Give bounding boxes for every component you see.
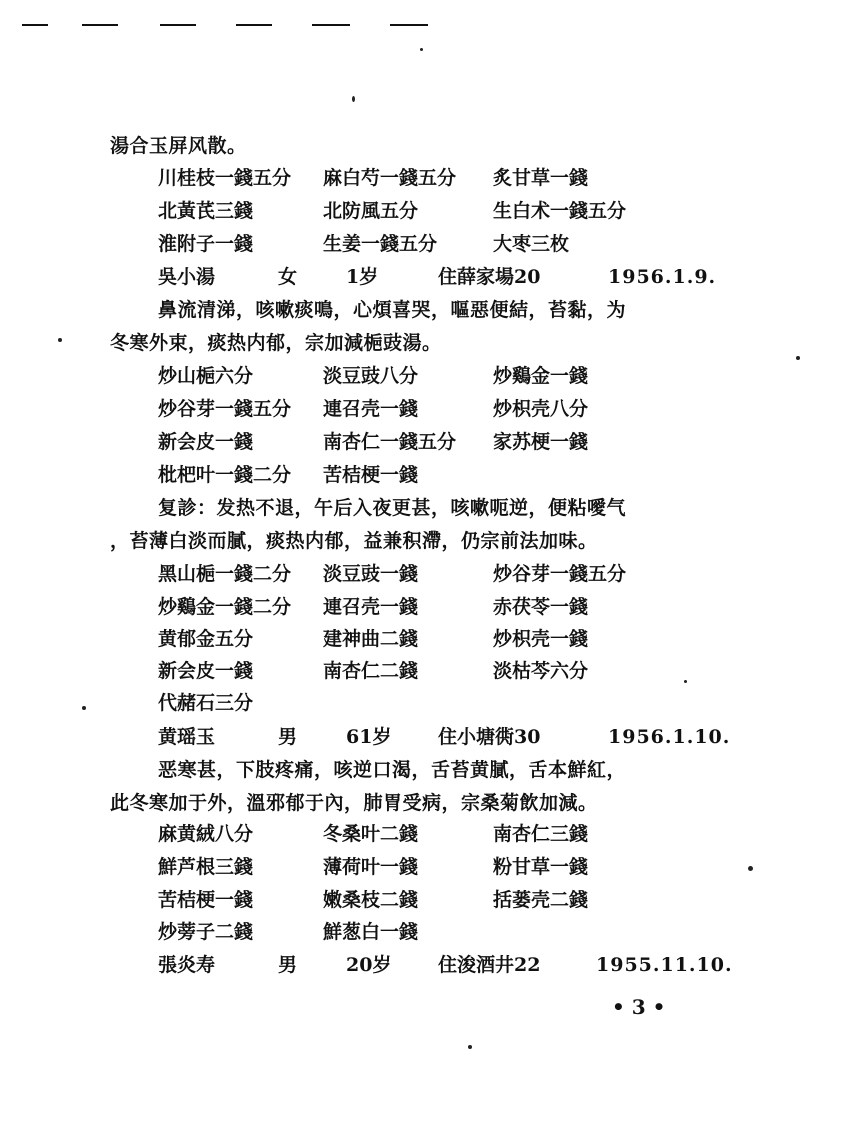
scan-speck [748,866,753,871]
visit-date: 1956.1.9. [608,266,717,288]
scan-speck [684,680,687,683]
revisit-note: ，苔薄白淡而膩，痰热内郁，益兼积滯，仍宗前法加味。 [110,530,598,552]
herb-item: 大枣三枚 [493,233,570,255]
prescription-row [158,822,718,846]
prescription-row [158,691,718,715]
herb-item: 苦桔梗一錢 [323,464,419,486]
case-description: 此冬寒加于外，溫邪郁于內，肺胃受病，宗桑菊飲加減。 [110,792,598,814]
case-header [158,265,738,289]
herb-item: 家苏梗一錢 [493,431,589,453]
herb-item: 炒蒡子二錢 [158,921,254,943]
prescription-row [158,562,718,586]
herb-item: 冬桑叶二錢 [323,823,419,845]
header-dash-rule [312,24,350,26]
case-description: 鼻流清涕，咳嗽痰鳴，心煩喜哭，嘔惡便結，苔黏，为 [158,299,627,321]
header-dash-rule [160,24,196,26]
patient-address: 住小塘衖30 [438,726,541,748]
herb-item: 枇杷叶一錢二分 [158,464,292,486]
patient-age: 1岁 [346,266,379,288]
case-header [158,953,738,977]
herb-item: 淮附子一錢 [158,233,254,255]
herb-item: 炒枳壳八分 [493,398,589,420]
herb-item: 連召壳一錢 [323,596,419,618]
herb-item: 南杏仁三錢 [493,823,589,845]
prescription-row [158,166,718,190]
herb-item: 北防風五分 [323,200,419,222]
herb-item: 赤茯苓一錢 [493,596,589,618]
herb-item: 苦桔梗一錢 [158,889,254,911]
herb-item: 黄郁金五分 [158,628,254,650]
herb-item: 代赭石三分 [158,692,254,714]
intro-line: 湯合玉屏风散。 [110,135,247,157]
prescription-row [158,199,718,223]
scan-speck [468,1045,472,1049]
herb-item: 炒谷芽一錢五分 [158,398,292,420]
prescription-row [158,364,718,388]
herb-item: 南杏仁二錢 [323,660,419,682]
prescription-row [158,463,718,487]
patient-address: 住薛家場20 [438,266,541,288]
herb-item: 炒谷芽一錢五分 [493,563,627,585]
prescription-row [158,232,718,256]
header-dash-rule [22,24,48,26]
scan-speck [796,356,800,360]
case-description: 恶寒甚，下肢疼痛，咳逆口渴，舌苔黄膩，舌本鮮紅， [158,759,627,781]
herb-item: 鮮葱白一錢 [323,921,419,943]
herb-item: 北黃芪三錢 [158,200,254,222]
herb-item: 黑山梔一錢二分 [158,563,292,585]
herb-item: 生白术一錢五分 [493,200,627,222]
patient-age: 20岁 [346,954,392,976]
page-number: • 3 • [612,995,666,1019]
patient-sex: 女 [278,266,298,288]
herb-item: 炒枳壳一錢 [493,628,589,650]
herb-item: 生姜一錢五分 [323,233,438,255]
prescription-row [158,627,718,651]
patient-address: 住浚酒井22 [438,954,541,976]
herb-item: 粉甘草一錢 [493,856,589,878]
prescription-row [158,659,718,683]
herb-item: 麻白芍一錢五分 [323,167,457,189]
herb-item: 南杏仁一錢五分 [323,431,457,453]
header-dash-rule [236,24,272,26]
header-dash-rule [82,24,118,26]
herb-item: 連召壳一錢 [323,398,419,420]
herb-item: 炒鷄金一錢 [493,365,589,387]
herb-item: 建神曲二錢 [323,628,419,650]
scan-speck [352,96,355,102]
prescription-row [158,397,718,421]
herb-item: 炒鷄金一錢二分 [158,596,292,618]
herb-item: 新会皮一錢 [158,431,254,453]
herb-item: 新会皮一錢 [158,660,254,682]
prescription-row [158,920,718,944]
prescription-row [158,430,718,454]
herb-item: 川桂枝一錢五分 [158,167,292,189]
patient-name: 黄瑶玉 [158,726,216,748]
prescription-row [158,595,718,619]
herb-item: 淡枯芩六分 [493,660,589,682]
herb-item: 炒山梔六分 [158,365,254,387]
herb-item: 嫩桑枝二錢 [323,889,419,911]
prescription-row [158,855,718,879]
revisit-note: 复診：发热不退，午后入夜更甚，咳嗽呃逆，便粘噯气 [158,497,627,519]
herb-item: 炙甘草一錢 [493,167,589,189]
visit-date: 1955.11.10. [596,954,733,976]
herb-item: 淡豆豉八分 [323,365,419,387]
herb-item: 麻黄絨八分 [158,823,254,845]
prescription-row [158,888,718,912]
herb-item: 淡豆豉一錢 [323,563,419,585]
herb-item: 括蒌壳二錢 [493,889,589,911]
scan-speck [82,706,86,710]
patient-sex: 男 [278,954,298,976]
patient-age: 61岁 [346,726,392,748]
visit-date: 1956.1.10. [608,726,731,748]
patient-name: 吳小湯 [158,266,216,288]
patient-name: 張炎寿 [158,954,216,976]
herb-item: 鮮芦根三錢 [158,856,254,878]
scan-speck [58,338,62,342]
patient-sex: 男 [278,726,298,748]
case-description: 冬寒外束，痰热内郁，宗加減梔豉湯。 [110,332,442,354]
header-dash-rule [390,24,428,26]
scan-speck [420,48,423,51]
case-header [158,725,738,749]
herb-item: 薄荷叶一錢 [323,856,419,878]
